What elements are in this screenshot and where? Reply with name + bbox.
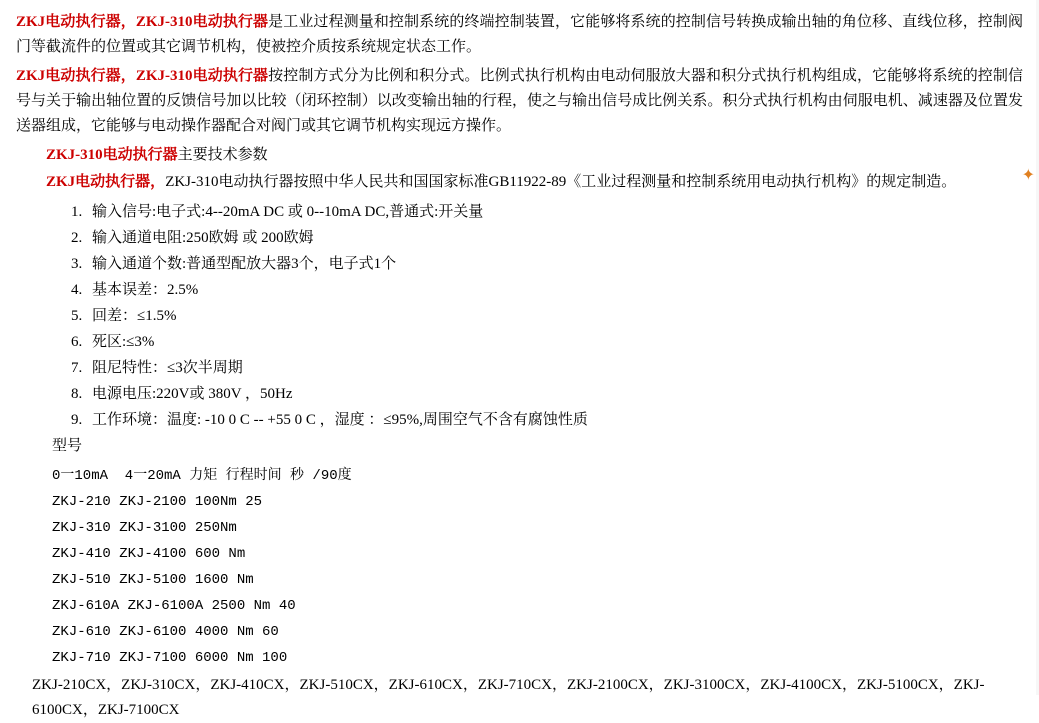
table-row: ZKJ-210 ZKJ-2100 100Nm 25	[52, 494, 263, 510]
table-row: ZKJ-310 ZKJ-3100 250Nm	[52, 520, 237, 536]
model-table-header: 0一10mA 4一20mA 力矩 行程时间 秒 /90度	[52, 468, 352, 484]
spec-heading	[16, 143, 1023, 168]
paragraph-control-modes-text: 按控制方式分为比例和积分式。比例式执行机构由电动伺服放大器和积分式执行机构组成，它能够将系统的控制信号与关于输出轴位置的反馈信号加以比较（闭环控制）以改变输出轴的行程，使之与输出信号成比例关系。积分式执行机构由伺服电机、减速器及位置发送器组成，它能够与电动操作器配合对阀门或其它调节机构实现远方操作。	[16, 68, 1023, 134]
table-row: ZKJ-410 ZKJ-4100 600 Nm	[52, 546, 246, 562]
list-item: 3. 输入通道个数:普通型配放大器3个，电子式1个	[86, 251, 1023, 277]
list-item: 9. 工作环境：温度: -10 0 C -- +55 0 C ，湿度 ：≤95%,周围空气不含有腐蚀性质	[86, 407, 1023, 433]
standard-paragraph	[16, 170, 1023, 195]
list-item: 6. 死区:≤3%	[86, 329, 1023, 355]
product-model-1: ZKJ-310电动执行器	[135, 14, 269, 30]
standard-paragraph-text: ZKJ-310电动执行器按照中华人民共和国国家标准GB11922-89《工业过程测量和控制系统用电动执行机构》的规定制造。	[165, 174, 957, 190]
paragraph-intro-text: 是工业过程测量和控制系统的终端控制装置，它能够将系统的控制信号转换成输出轴的角位移、直线位移，控制阀门等截流件的位置或其它调节机构，使被控介质按系统规定状态工作。	[16, 14, 1023, 55]
product-name-2: ZKJ电动执行器，	[16, 68, 136, 84]
list-item: 8. 电源电压:220V或 380V ，50Hz	[86, 381, 1023, 407]
table-row: ZKJ-710 ZKJ-7100 6000 Nm 100	[52, 650, 288, 666]
standard-paragraph-model: ZKJ电动执行器，	[46, 174, 166, 190]
spec-heading-rest: 主要技术参数	[177, 147, 268, 163]
model-table	[16, 463, 1023, 671]
table-row: ZKJ-610A ZKJ-6100A 2500 Nm 40	[52, 598, 296, 614]
list-item: 2. 输入通道电阻:250欧姆 或 200欧姆	[86, 225, 1023, 251]
list-item: 4. 基本误差：2.5%	[86, 277, 1023, 303]
list-item: 5. 回差：≤1.5%	[86, 303, 1023, 329]
list-item: 7. 阻尼特性：≤3次半周期	[86, 355, 1023, 381]
star-marker-icon: ✦	[1021, 167, 1035, 184]
model-section-label: 型号	[52, 438, 83, 454]
spec-heading-model: ZKJ-310电动执行器	[46, 147, 178, 163]
list-item: 1. 输入信号:电子式:4--20mA DC 或 0--10mA DC,普通式:开关量	[86, 199, 1023, 225]
cx-model-list: ZKJ-210CX，ZKJ-310CX，ZKJ-410CX，ZKJ-510CX，ZKJ-610CX，ZKJ-710CX，ZKJ-2100CX，ZKJ-3100CX，ZKJ-4100CX，ZKJ-5100CX，ZKJ-6100CX，ZKJ-7100CX	[32, 677, 985, 718]
paragraph-intro	[16, 10, 1023, 60]
table-row: ZKJ-510 ZKJ-5100 1600 Nm	[52, 572, 254, 588]
product-name-1: ZKJ电动执行器，	[16, 14, 136, 30]
product-model-2: ZKJ-310电动执行器	[135, 68, 269, 84]
table-row: ZKJ-610 ZKJ-6100 4000 Nm 60	[52, 624, 279, 640]
spec-list	[16, 199, 1023, 433]
paragraph-control-modes	[16, 64, 1023, 139]
